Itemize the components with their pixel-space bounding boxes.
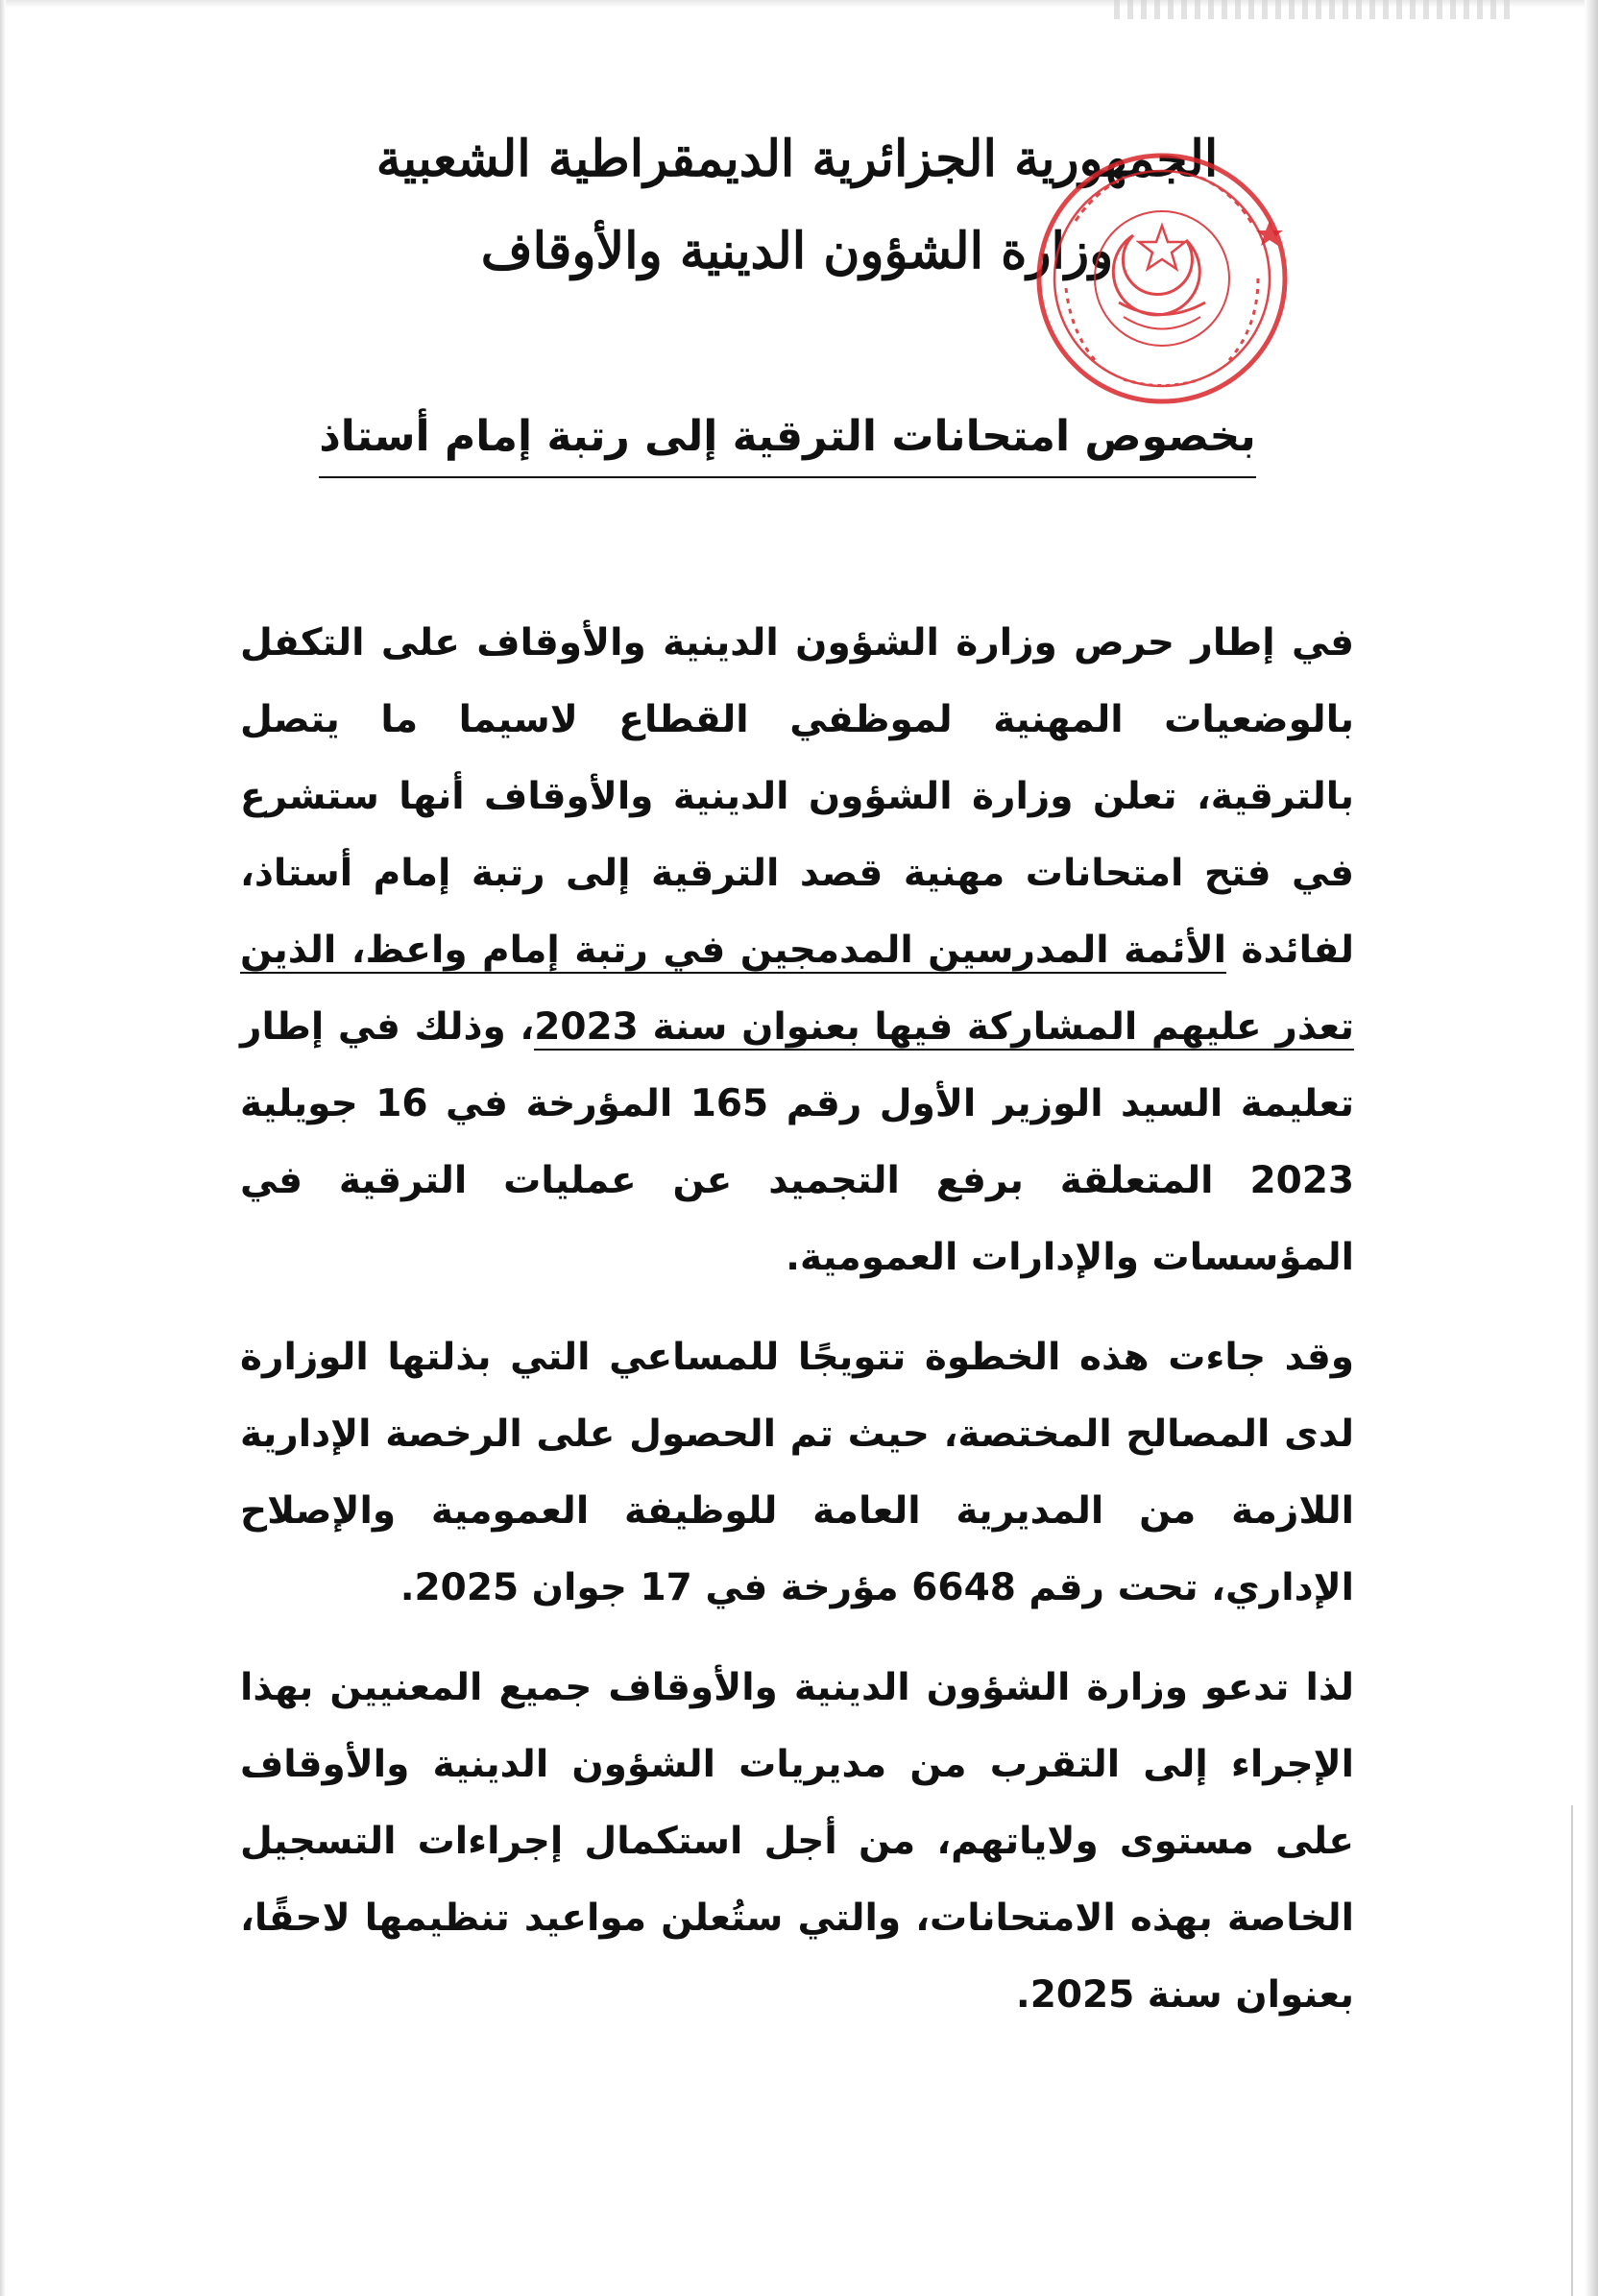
ministry-name: وزارة الشؤون الدينية والأوقاف	[480, 222, 1114, 280]
scan-right-edge	[1585, 0, 1598, 2296]
announcement-body	[240, 605, 1354, 2057]
paragraph-1-part-1: في إطار حرص وزارة الشؤون الدينية والأوقاف على التكفل بالوضعيات المهنية لموظفي القطاع لاسيما ما يتصل بالترقية، تعلن وزارة الشؤون الدينية والأوقاف أنها ستشرع في فتح امتحانات مهنية قصد الترقية إلى رتبة إمام أستاذ، لفائدة	[240, 621, 1354, 972]
paragraph-1-underlined: الأئمة المدرسين المدمجين في رتبة إمام واعظ، الذين تعذر عليهم المشاركة فيها بعنوان سنة 2023	[240, 929, 1354, 1049]
scan-right-line	[1571, 1805, 1573, 2296]
paragraph-1-part-2: ، وذلك في إطار تعليمة السيد الوزير الأول رقم 165 المؤرخة في 16 جويلية 2023 المتعلقة برفع التجميد عن عمليات الترقية في المؤسسات والإدارات العمومية.	[240, 1005, 1354, 1279]
paragraph-3: لذا تدعو وزارة الشؤون الدينية والأوقاف جميع المعنيين بهذا الإجراء إلى التقرب من مديريات الشؤون الدينية والأوقاف على مستوى ولاياتهم، من أجل استكمال إجراءات التسجيل الخاصة بهذه الامتحانات، والتي ستُعلن مواعيد تنظيمها لاحقًا، بعنوان سنة 2025.	[240, 1666, 1354, 2017]
scan-left-edge	[0, 0, 6, 2296]
official-stamp-icon	[1018, 134, 1306, 423]
subject-heading	[317, 403, 1258, 478]
paragraph-1	[240, 605, 1354, 1296]
scan-top-marks	[1114, 0, 1517, 19]
republic-name: الجمهورية الجزائرية الديمقراطية الشعبية	[375, 130, 1219, 188]
subject-text: بخصوص امتحانات الترقية إلى رتبة إمام أستاذ	[319, 403, 1256, 478]
paragraph-2: وقد جاءت هذه الخطوة تتويجًا للمساعي التي بذلتها الوزارة لدى المصالح المختصة، حيث تم الحصول على الرخصة الإدارية اللازمة من المديرية العامة للوظيفة العمومية والإصلاح الإداري، تحت رقم 6648 مؤرخة في 17 جوان 2025.	[240, 1336, 1354, 1609]
